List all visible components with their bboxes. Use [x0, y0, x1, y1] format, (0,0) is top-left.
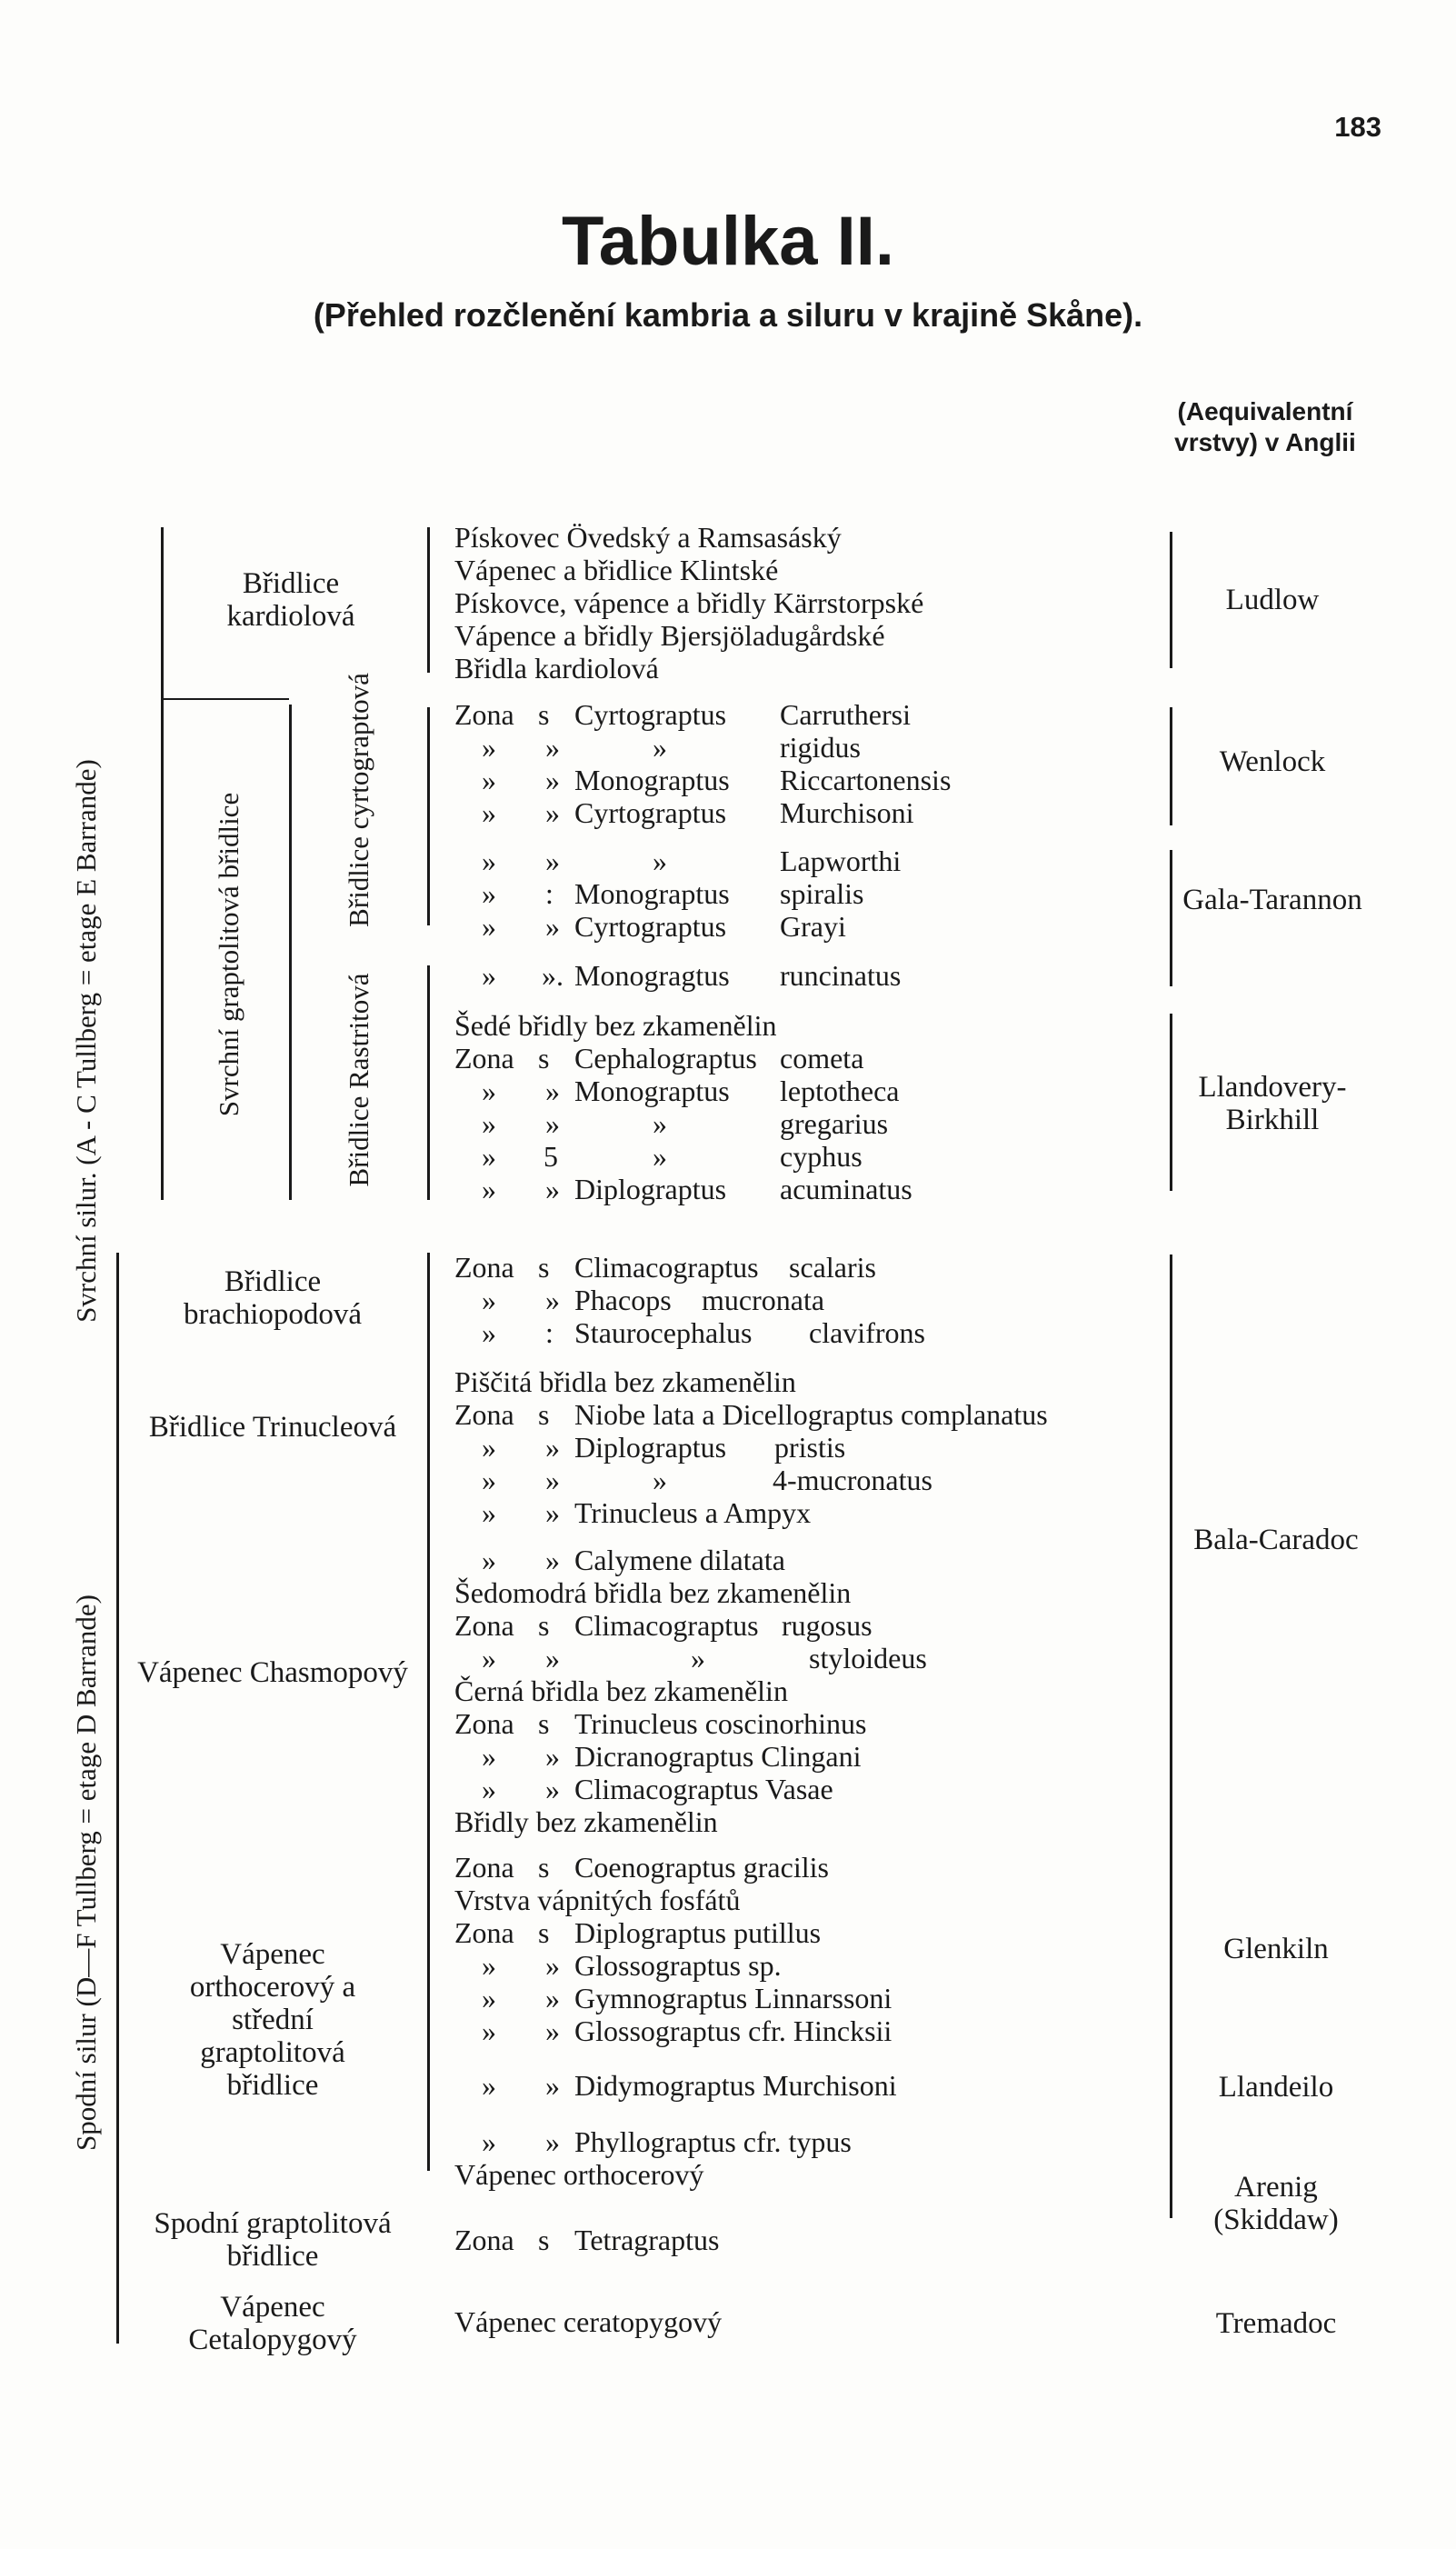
- rule-upper-subsystem: [289, 705, 292, 1200]
- table-row: Zona s Tetragraptus: [454, 2224, 720, 2256]
- unit-cyrtograptova: Břidlice cyrtograptová: [343, 673, 374, 927]
- unit-rastritova: Břidlice Rastritová: [343, 973, 374, 1187]
- eq-wenlock: Wenlock: [1219, 745, 1326, 778]
- upper-subsystem-label: Svrchní graptolitová břidlice: [213, 792, 244, 1117]
- table-row: » » Calymene dilatata: [482, 1544, 785, 1576]
- table-row: Vrstva vápnitých fosfátů: [454, 1884, 741, 1916]
- table-row: Břidla kardiolová: [454, 652, 659, 685]
- eq-ludlow: Ludlow: [1225, 584, 1320, 616]
- table-row: Černá břidla bez zkamenělin: [454, 1674, 788, 1707]
- unit-trinucleova: Břidlice Trinucleová: [148, 1411, 397, 1444]
- rule-kardiolova: [427, 527, 430, 673]
- table-row: Pískovce, vápence a břidly Kärrstorpské: [454, 586, 924, 619]
- table-row: Vápence a břidly Bjersjöladugårdské: [454, 619, 885, 652]
- table-row: Zona s Climacograptus scalaris: [454, 1251, 876, 1284]
- table-row: » » Didymograptus Murchisoni: [482, 2069, 897, 2102]
- table-row: » » Trinucleus a Ampyx: [482, 1496, 812, 1529]
- unit-kardiolova: Břidlice kardiolová: [226, 567, 355, 633]
- table-row: » » Gymnograptus Linnarssoni: [482, 1982, 893, 2014]
- eq-llandeilo: Llandeilo: [1218, 2071, 1334, 2104]
- table-row: » » Dicranograptus Clingani: [482, 1740, 862, 1773]
- table-row: » » Glossograptus cfr. Hincksii: [482, 2014, 893, 2047]
- eq-llandovery-birkhill: Llandovery-Birkhill: [1198, 1071, 1347, 1136]
- page-title: Tabulka II.: [561, 203, 894, 280]
- table-row: Šedomodrá břidla bez zkamenělin: [454, 1576, 852, 1609]
- rule-upper-divider: [162, 698, 289, 700]
- table-row: » » » 4-mucronatus: [482, 1464, 932, 1496]
- unit-cetalopygovy: Vápenec Cetalopygový: [188, 2291, 357, 2356]
- table-row: Zona s Cephalograptus cometa: [454, 1042, 864, 1075]
- eq-gala-tarannon: Gala-Tarannon: [1182, 884, 1362, 916]
- table-row: » » Phacops mucronata: [482, 1284, 825, 1316]
- equivalents-header: (Aequivalentní vrstvy) v Anglii: [1174, 397, 1356, 456]
- rule-eq-llandovery: [1170, 1014, 1172, 1191]
- table-row: » » Climacograptus Vasae: [482, 1773, 833, 1805]
- table-row: » » » rigidus: [482, 731, 861, 764]
- rule-eq-wenlock: [1170, 707, 1172, 825]
- table-row: » » » styloideus: [482, 1642, 927, 1674]
- table-row: » » Diplograptus pristis: [482, 1431, 846, 1464]
- table-row: Vápenec orthocerový: [454, 2158, 704, 2191]
- table-row: Zona s Niobe lata a Dicellograptus complanatus: [454, 1398, 1048, 1431]
- upper-system-label: Svrchní silur. (A - C Tullberg = etage E Barrande): [70, 759, 102, 1323]
- unit-chasmopovy: Vápenec Chasmopový: [137, 1656, 408, 1689]
- eq-bala-caradoc: Bala-Caradoc: [1193, 1524, 1359, 1556]
- table-row: Zona s Coenograptus gracilis: [454, 1851, 829, 1884]
- table-row: Břidly bez zkamenělin: [454, 1805, 718, 1838]
- table-row: Vápenec ceratopygový: [454, 2305, 723, 2338]
- table-row: Šedé břidly bez zkamenělin: [454, 1009, 777, 1042]
- table-row: » » Monograptus Riccartonensis: [482, 764, 952, 796]
- table-row: » : Staurocephalus clavifrons: [482, 1316, 925, 1349]
- table-row: » » Cyrtograptus Murchisoni: [482, 796, 914, 829]
- rule-rastritova: [427, 965, 430, 1200]
- table-row: » » Phyllograptus cfr. typus: [482, 2125, 852, 2158]
- rule-eq-gala: [1170, 850, 1172, 986]
- table-row: Zona s Diplograptus putillus: [454, 1916, 822, 1949]
- table-row: Zona s Cyrtograptus Carruthersi: [454, 698, 911, 731]
- rule-lower-eq: [1170, 1255, 1172, 2218]
- unit-spodni-graptolitova: Spodní graptolitová břidlice: [154, 2207, 392, 2273]
- eq-tremadoc: Tremadoc: [1215, 2307, 1337, 2340]
- eq-glenkiln: Glenkiln: [1223, 1933, 1329, 1965]
- table-row: Piščitá břidla bez zkamenělin: [454, 1365, 796, 1398]
- table-row: » ». Monogragtus runcinatus: [482, 959, 902, 992]
- table-row: » » Cyrtograptus Grayi: [482, 910, 846, 943]
- rule-lower-system: [116, 1253, 119, 2344]
- table-row: » » Glossograptus sp.: [482, 1949, 782, 1982]
- rule-lower-units: [427, 1253, 430, 2171]
- table-row: » » Diplograptus acuminatus: [482, 1173, 912, 1205]
- unit-orthocerovy: Vápenec orthocerový a střední graptolitová břidlice: [189, 1938, 356, 2102]
- rule-cyrtograptova: [427, 707, 430, 925]
- page-number: 183: [1334, 111, 1381, 143]
- table-row: Vápenec a břidlice Klintské: [454, 554, 779, 586]
- table-row: Pískovec Övedský a Ramsasáský: [454, 521, 842, 554]
- table-row: » » Monograptus leptotheca: [482, 1075, 900, 1107]
- rule-upper-system: [161, 527, 164, 1200]
- lower-system-label: Spodní silur (D—F Tullberg = etage D Barrande): [70, 1594, 102, 2151]
- table-row: » : Monograptus spiralis: [482, 877, 864, 910]
- unit-brachiopodova: Břidlice brachiopodová: [183, 1265, 363, 1331]
- table-row: Zona s Climacograptus rugosus: [454, 1609, 873, 1642]
- rule-eq-ludlow: [1170, 532, 1172, 668]
- table-row: » » » gregarius: [482, 1107, 889, 1140]
- eq-arenig: Arenig (Skiddaw): [1213, 2171, 1339, 2236]
- table-row: » 5 » cyphus: [482, 1140, 863, 1173]
- table-row: » » » Lapworthi: [482, 845, 902, 877]
- table-row: Zona s Trinucleus coscinorhinus: [454, 1707, 867, 1740]
- page-subtitle: (Přehled rozčlenění kambria a siluru v krajině Skåne).: [313, 296, 1143, 334]
